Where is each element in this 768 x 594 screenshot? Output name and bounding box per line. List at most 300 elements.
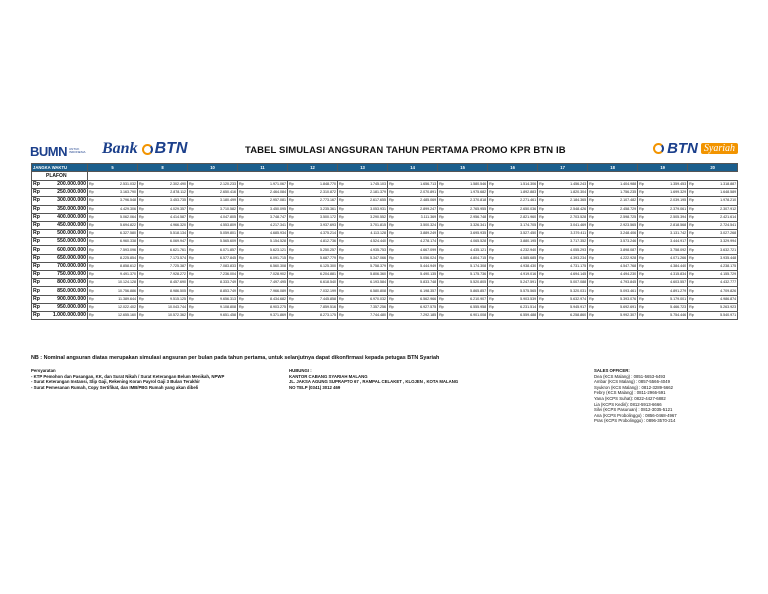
installment-value: 4.384.440: [647, 262, 688, 270]
contact-line: KANTOR CABANG SYARIAH MALANG: [289, 373, 368, 379]
installment-currency: Rp: [638, 254, 647, 262]
installment-currency: Rp: [488, 205, 497, 213]
installment-currency: Rp: [638, 246, 647, 254]
installment-value: 5.007.088: [547, 279, 588, 287]
installment-value: 6.210.907: [447, 295, 488, 303]
installment-value: 12.655.160: [97, 311, 138, 319]
installment-currency: Rp: [388, 221, 397, 229]
installment-value: 3.717.352: [547, 238, 588, 246]
plafon-currency: Rp: [32, 287, 44, 295]
installment-currency: Rp: [538, 254, 547, 262]
installment-currency: Rp: [288, 262, 297, 270]
installment-value: 5.175.736: [447, 271, 488, 279]
installment-value: 2.818.568: [647, 221, 688, 229]
installment-value: 5.903.539: [497, 295, 538, 303]
installment-currency: Rp: [588, 246, 597, 254]
installment-currency: Rp: [488, 262, 497, 270]
installment-currency: Rp: [438, 197, 447, 205]
installment-value: 4.071.266: [647, 254, 688, 262]
installment-value: 4.935.753: [347, 246, 388, 254]
requirement-item: - Surat Keterangan Instansi, Slip Gaji, Rekening Koran Payrol Gaji 3 Bulan Terakhir: [31, 379, 200, 385]
plafon-currency: Rp: [32, 205, 44, 213]
installment-currency: Rp: [538, 238, 547, 246]
installment-currency: Rp: [188, 303, 197, 311]
installment-currency: Rp: [388, 238, 397, 246]
installment-currency: Rp: [538, 262, 547, 270]
installment-currency: Rp: [188, 205, 197, 213]
installment-currency: Rp: [438, 271, 447, 279]
installment-currency: Rp: [538, 205, 547, 213]
installment-currency: Rp: [238, 287, 247, 295]
sales-officer-item: Syukron (KCS Malang) : 0812-3289-5662: [594, 384, 674, 390]
installment-value: 6.091.715: [247, 254, 288, 262]
installment-value: 4.217.341: [247, 221, 288, 229]
installment-currency: Rp: [438, 221, 447, 229]
installment-currency: Rp: [588, 311, 597, 319]
year-header: 8: [138, 164, 188, 172]
installment-value: 1.820.304: [547, 189, 588, 197]
installment-currency: Rp: [338, 271, 347, 279]
installment-currency: Rp: [538, 303, 547, 311]
installment-value: 2.310.872: [297, 189, 338, 197]
plafon-amount: 500.000.000: [44, 230, 88, 238]
installment-value: 5.320.031: [547, 287, 588, 295]
installment-value: 3.174.705: [497, 221, 538, 229]
installment-currency: Rp: [438, 238, 447, 246]
installment-value: 9.656.313: [197, 295, 238, 303]
installment-value: 9.651.458: [197, 311, 238, 319]
installment-currency: Rp: [638, 279, 647, 287]
installment-currency: Rp: [638, 311, 647, 319]
installment-currency: Rp: [88, 295, 97, 303]
installment-value: 7.966.089: [247, 287, 288, 295]
installment-currency: Rp: [488, 279, 497, 287]
installment-currency: Rp: [88, 197, 97, 205]
installment-currency: Rp: [688, 180, 697, 188]
installment-currency: Rp: [88, 221, 97, 229]
page-title: TABEL SIMULASI ANGSURAN TAHUN PERTAMA PROMO KPR BTN IB: [245, 145, 566, 156]
year-header: 17: [538, 164, 588, 172]
installment-currency: Rp: [188, 311, 197, 319]
installment-value: 3.027.268: [697, 230, 738, 238]
installment-currency: Rp: [538, 295, 547, 303]
installment-value: 3.880.195: [497, 238, 538, 246]
installment-value: 7.744.480: [347, 311, 388, 319]
installment-value: 10.756.886: [97, 287, 138, 295]
installment-value: 5.632.974: [547, 295, 588, 303]
installment-currency: Rp: [638, 205, 647, 213]
year-header: 11: [238, 164, 288, 172]
plafon-currency: Rp: [32, 230, 44, 238]
installment-currency: Rp: [88, 287, 97, 295]
bumn-logo-subtitle: UNTUK INDONESIA: [69, 146, 86, 154]
installment-value: 10.043.744: [147, 303, 188, 311]
installment-value: 2.531.032: [97, 180, 138, 188]
installment-value: 4.315.834: [647, 271, 688, 279]
installment-currency: Rp: [538, 246, 547, 254]
installment-currency: Rp: [688, 230, 697, 238]
installment-currency: Rp: [338, 221, 347, 229]
installment-value: 6.970.032: [347, 295, 388, 303]
installment-currency: Rp: [388, 213, 397, 221]
installment-value: 2.464.084: [247, 189, 288, 197]
installment-value: 5.179.001: [647, 295, 688, 303]
installment-value: 5.758.379: [347, 262, 388, 270]
installment-value: 3.379.411: [547, 230, 588, 238]
installment-currency: Rp: [688, 221, 697, 229]
installment-currency: Rp: [138, 254, 147, 262]
installment-currency: Rp: [288, 295, 297, 303]
table-row: [32, 197, 738, 205]
installment-value: 4.435.121: [447, 246, 488, 254]
contact-title: HUBUNGI :: [289, 368, 312, 373]
installment-value: 1.514.306: [497, 180, 538, 188]
installment-currency: Rp: [688, 213, 697, 221]
installment-value: 8.225.854: [97, 254, 138, 262]
installment-currency: Rp: [688, 303, 697, 311]
btn-mark: [142, 140, 188, 158]
plafon-currency: Rp: [32, 213, 44, 221]
btn-circle-icon: [142, 144, 153, 155]
installment-currency: Rp: [388, 295, 397, 303]
installment-value: 3.163.790: [97, 189, 138, 197]
year-header: 19: [638, 164, 688, 172]
installment-currency: Rp: [138, 246, 147, 254]
installment-value: 5.754.446: [647, 311, 688, 319]
installment-currency: Rp: [288, 213, 297, 221]
installment-value: 3.248.406: [597, 230, 638, 238]
installment-value: 5.490.135: [397, 271, 438, 279]
btn-label: BTN: [154, 140, 188, 157]
installment-currency: Rp: [538, 197, 547, 205]
installment-value: 3.632.721: [697, 246, 738, 254]
plafon-amount: 350.000.000: [44, 205, 88, 213]
installment-value: 1.699.329: [647, 189, 688, 197]
installment-currency: Rp: [338, 295, 347, 303]
installment-currency: Rp: [638, 287, 647, 295]
sales-title: SALES OFFICER:: [594, 368, 630, 373]
installment-currency: Rp: [88, 205, 97, 213]
year-header: 15: [438, 164, 488, 172]
installment-currency: Rp: [238, 271, 247, 279]
table-header-row: [32, 164, 738, 172]
installment-currency: Rp: [338, 279, 347, 287]
plafon-header-row: [32, 172, 738, 181]
sales-officer-item: Yana (KCPS Suhat): 0822-4427-6882: [594, 395, 666, 401]
installment-value: 2.458.729: [597, 205, 638, 213]
installment-currency: Rp: [688, 197, 697, 205]
installment-currency: Rp: [88, 213, 97, 221]
installment-value: 2.548.426: [547, 205, 588, 213]
installment-value: 2.956.748: [447, 213, 488, 221]
installment-value: 5.444.949: [397, 262, 438, 270]
sales-officer-item: Febry (KCS Malang) : 0811-2966-591: [594, 390, 666, 396]
bumn-logo-mark: BUMN: [30, 143, 67, 159]
installment-value: 2.923.565: [597, 221, 638, 229]
installment-currency: Rp: [188, 271, 197, 279]
installment-currency: Rp: [688, 287, 697, 295]
installment-value: 2.598.725: [597, 213, 638, 221]
installment-value: 6.258.860: [547, 311, 588, 319]
installment-value: 2.307.912: [697, 205, 738, 213]
installment-value: 3.235.361: [297, 205, 338, 213]
installment-currency: Rp: [438, 311, 447, 319]
installment-currency: Rp: [638, 303, 647, 311]
installment-currency: Rp: [638, 271, 647, 279]
installment-value: 7.497.495: [247, 279, 288, 287]
table-row: [32, 189, 738, 197]
installment-value: 2.184.365: [547, 197, 588, 205]
requirement-item: - KTP Pemohon dan Pasangan, KK, dan Surat Nikah / Surat Keterangan Belum Menikah, NPWP: [31, 373, 225, 379]
table-note: NB : Nominal angsuran diatas merupakan simulasi angsuran per bulan pada tahun pertama, untuk selanjutnya dapat dikonfirmasi kepada petugas BTN Syariah: [31, 355, 440, 361]
installment-currency: Rp: [288, 189, 297, 197]
installment-value: 4.393.234: [547, 254, 588, 262]
installment-value: 5.520.805: [447, 279, 488, 287]
installment-value: 3.326.341: [447, 221, 488, 229]
installment-value: 5.694.822: [97, 221, 138, 229]
installment-value: 4.429.306: [97, 205, 138, 213]
year-header: 14: [388, 164, 438, 172]
plafon-amount: 300.000.000: [44, 197, 88, 205]
installment-currency: Rp: [188, 189, 197, 197]
installment-value: 4.966.320: [147, 221, 188, 229]
installment-value: 3.573.246: [597, 238, 638, 246]
installment-currency: Rp: [138, 197, 147, 205]
installment-currency: Rp: [88, 271, 97, 279]
installment-value: 6.562.966: [397, 295, 438, 303]
installment-currency: Rp: [488, 303, 497, 311]
installment-value: 7.083.833: [197, 262, 238, 270]
plafon-amount: 1.000.000.000: [44, 311, 88, 319]
installment-value: 7.445.858: [297, 295, 338, 303]
plafon-amount: 200.000.000: [44, 180, 88, 188]
installment-value: 5.174.308: [447, 262, 488, 270]
installment-value: 1.978.210: [697, 197, 738, 205]
installment-currency: Rp: [338, 311, 347, 319]
installment-value: 3.453.735: [147, 197, 188, 205]
installment-currency: Rp: [238, 254, 247, 262]
installment-currency: Rp: [238, 303, 247, 311]
installment-currency: Rp: [338, 287, 347, 295]
requirement-item: - Surat Pemesanan Rumah, Copy Sertifikat, dan IMB/PBG Rumah yang akan dibeli: [31, 384, 199, 390]
plafon-header: PLAFON: [32, 172, 88, 181]
installment-value: 1.848.770: [297, 180, 338, 188]
installment-value: 1.892.883: [497, 189, 538, 197]
installment-currency: Rp: [638, 221, 647, 229]
installment-value: 5.806.360: [347, 271, 388, 279]
installment-currency: Rp: [238, 197, 247, 205]
installment-currency: Rp: [138, 213, 147, 221]
installment-value: 3.527.450: [497, 230, 538, 238]
installment-value: 9.491.370: [97, 271, 138, 279]
installment-value: 1.648.589: [697, 189, 738, 197]
installment-currency: Rp: [438, 262, 447, 270]
installment-value: 3.180.499: [197, 197, 238, 205]
installment-currency: Rp: [288, 254, 297, 262]
installment-value: 3.710.582: [197, 205, 238, 213]
installment-currency: Rp: [538, 221, 547, 229]
installment-value: 4.986.874: [697, 295, 738, 303]
installment-currency: Rp: [288, 230, 297, 238]
plafon-currency: Rp: [32, 180, 44, 188]
syariah-circle-icon: [653, 143, 664, 154]
installment-currency: Rp: [688, 279, 697, 287]
installment-value: 6.618.540: [297, 279, 338, 287]
sales-officer-item: Ana (KCPS Probolinggo) : 0856-0468-4967: [594, 412, 677, 418]
installment-currency: Rp: [138, 287, 147, 295]
installment-currency: Rp: [188, 295, 197, 303]
plafon-currency: Rp: [32, 246, 44, 254]
installment-currency: Rp: [338, 213, 347, 221]
plafon-amount: 900.000.000: [44, 295, 88, 303]
btn-syariah-logo: [653, 140, 738, 157]
installment-currency: Rp: [388, 197, 397, 205]
installment-value: 6.960.338: [97, 238, 138, 246]
installment-currency: Rp: [288, 311, 297, 319]
installment-currency: Rp: [238, 311, 247, 319]
installment-currency: Rp: [188, 287, 197, 295]
sales-officer-item: Lia (KCPS Kediri): 0812-5913-6666: [594, 401, 662, 407]
installment-currency: Rp: [238, 295, 247, 303]
installment-currency: Rp: [638, 238, 647, 246]
sales-officer-item: Ambar (KCS Malang) : 0857-5566-4049: [594, 379, 670, 385]
installment-value: 2.070.891: [397, 189, 438, 197]
installment-currency: Rp: [88, 262, 97, 270]
installment-currency: Rp: [138, 189, 147, 197]
table-row: [32, 205, 738, 213]
contact-line: JL. JAKSA AGUNG SUPRAPTO 67 , RAMPAL CELAKET , KLOJEN , KOTA MALANG: [289, 379, 459, 385]
installment-currency: Rp: [438, 213, 447, 221]
installment-value: 6.901.008: [447, 311, 488, 319]
installment-value: 5.056.024: [397, 254, 438, 262]
installment-value: 6.580.808: [347, 287, 388, 295]
installment-value: 7.859.516: [297, 303, 338, 311]
installment-value: 4.585.685: [497, 254, 538, 262]
installment-currency: Rp: [438, 246, 447, 254]
installment-currency: Rp: [638, 180, 647, 188]
installment-value: 2.370.818: [447, 197, 488, 205]
installment-currency: Rp: [338, 238, 347, 246]
installment-currency: Rp: [638, 295, 647, 303]
installment-value: 6.193.584: [347, 279, 388, 287]
installment-value: 3.329.994: [697, 238, 738, 246]
installment-currency: Rp: [588, 262, 597, 270]
installment-value: 4.375.214: [297, 230, 338, 238]
installment-currency: Rp: [88, 238, 97, 246]
installment-currency: Rp: [488, 271, 497, 279]
installment-value: 5.540.971: [697, 311, 738, 319]
installment-currency: Rp: [288, 303, 297, 311]
installment-value: 7.593.096: [97, 246, 138, 254]
installment-value: 3.444.917: [647, 238, 688, 246]
installment-currency: Rp: [338, 246, 347, 254]
installment-currency: Rp: [538, 271, 547, 279]
installment-currency: Rp: [138, 205, 147, 213]
installment-currency: Rp: [238, 230, 247, 238]
installment-value: 4.919.016: [497, 271, 538, 279]
installment-currency: Rp: [288, 279, 297, 287]
plafon-amount: 700.000.000: [44, 262, 88, 270]
installment-currency: Rp: [188, 230, 197, 238]
installment-currency: Rp: [488, 246, 497, 254]
year-header: 12: [288, 164, 338, 172]
installment-value: 8.903.275: [247, 303, 288, 311]
installment-value: 2.107.482: [597, 197, 638, 205]
installment-currency: Rp: [438, 205, 447, 213]
plafon-currency: Rp: [32, 279, 44, 287]
installment-value: 11.389.644: [97, 295, 138, 303]
installment-value: 5.247.591: [497, 279, 538, 287]
installment-value: 8.457.690: [147, 279, 188, 287]
installment-value: 4.709.826: [697, 287, 738, 295]
installment-currency: Rp: [238, 189, 247, 197]
installment-currency: Rp: [188, 262, 197, 270]
installment-value: 5.687.779: [297, 254, 338, 262]
installment-currency: Rp: [688, 238, 697, 246]
installment-currency: Rp: [488, 287, 497, 295]
jangka-waktu-header: JANGKA WAKTU: [32, 164, 88, 172]
installment-value: 4.694.145: [547, 271, 588, 279]
installment-currency: Rp: [688, 254, 697, 262]
installment-currency: Rp: [238, 180, 247, 188]
installment-value: 5.945.917: [547, 303, 588, 311]
installment-value: 1.975.682: [447, 189, 488, 197]
installment-currency: Rp: [388, 271, 397, 279]
bumn-logo: [30, 144, 87, 158]
installment-currency: Rp: [638, 213, 647, 221]
plafon-currency: Rp: [32, 254, 44, 262]
installment-value: 8.858.612: [97, 262, 138, 270]
installment-value: 5.833.748: [397, 279, 438, 287]
installment-currency: Rp: [488, 238, 497, 246]
installment-currency: Rp: [238, 213, 247, 221]
installment-currency: Rp: [588, 279, 597, 287]
installment-currency: Rp: [388, 205, 397, 213]
installment-value: 4.029.357: [147, 205, 188, 213]
table-row: [32, 213, 738, 221]
installment-currency: Rp: [688, 295, 697, 303]
installment-currency: Rp: [338, 197, 347, 205]
installment-value: 6.555.958: [447, 303, 488, 311]
installment-value: 4.047.805: [197, 213, 238, 221]
installment-currency: Rp: [138, 311, 147, 319]
plafon-amount: 950.000.000: [44, 303, 88, 311]
plafon-currency: Rp: [32, 221, 44, 229]
installment-currency: Rp: [188, 197, 197, 205]
table-row: [32, 238, 738, 246]
installment-currency: Rp: [538, 279, 547, 287]
installment-currency: Rp: [138, 221, 147, 229]
plafon-currency: Rp: [32, 303, 44, 311]
installment-value: 5.393.076: [597, 295, 638, 303]
installment-currency: Rp: [338, 254, 347, 262]
installment-currency: Rp: [488, 221, 497, 229]
installment-value: 4.547.768: [597, 262, 638, 270]
installment-value: 3.290.552: [347, 213, 388, 221]
installment-currency: Rp: [638, 189, 647, 197]
installment-value: 8.273.175: [297, 311, 338, 319]
installment-currency: Rp: [438, 189, 447, 197]
requirements-title: Persyaratan: [31, 368, 56, 373]
plafon-currency: Rp: [32, 262, 44, 270]
installment-currency: Rp: [388, 230, 397, 238]
installment-currency: Rp: [588, 287, 597, 295]
installment-value: 5.154.528: [247, 238, 288, 246]
installment-currency: Rp: [388, 180, 397, 188]
installment-value: 1.456.243: [547, 180, 588, 188]
year-header: 18: [588, 164, 638, 172]
installment-value: 6.125.300: [297, 262, 338, 270]
